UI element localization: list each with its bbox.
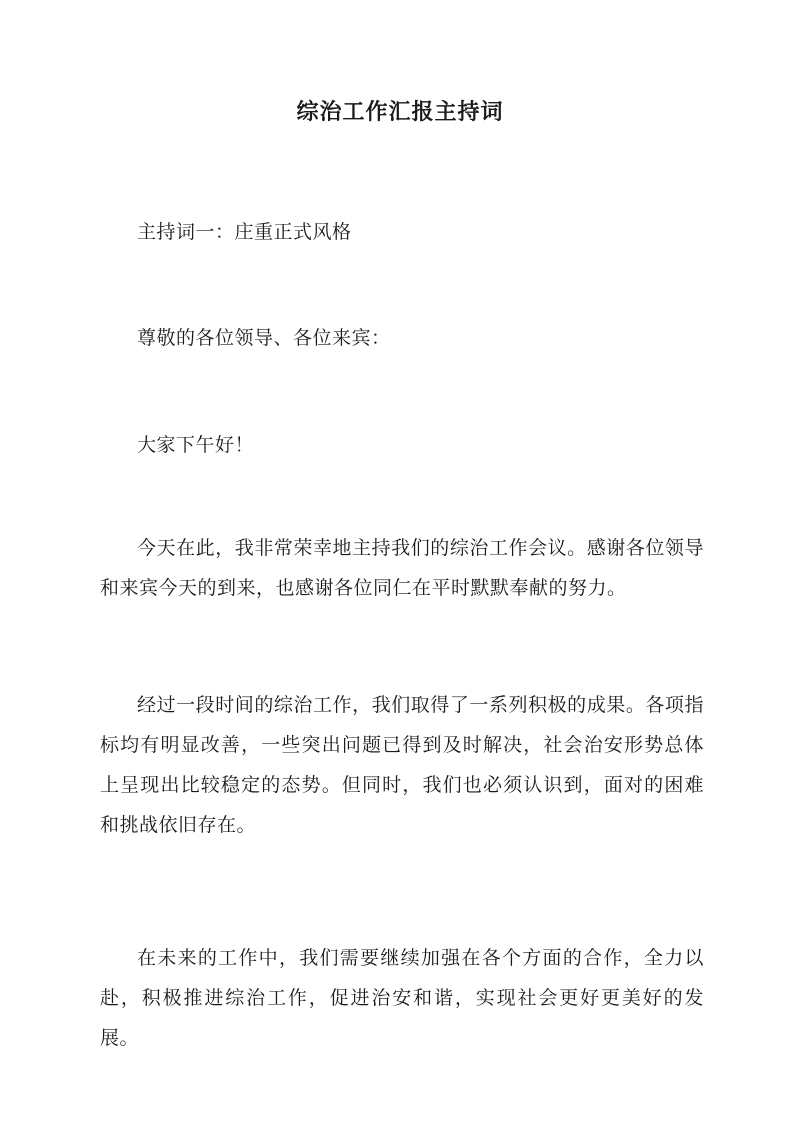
document-title: 综治工作汇报主持词 — [296, 99, 504, 125]
body-paragraph-1: 今天在此，我非常荣幸地主持我们的综治工作会议。感谢各位领导和来宾今天的到来，也感谢各位同仁在平时默默奉献的努力。 — [100, 537, 704, 599]
body-paragraph-3: 在未来的工作中，我们需要继续加强在各个方面的合作，全力以赴，积极推进综治工作，促进治安和谐，实现社会更好更美好的发展。 — [100, 947, 704, 1049]
host-script-subtitle: 主持词一：庄重正式风格 — [137, 221, 352, 243]
body-paragraph-2: 经过一段时间的综治工作，我们取得了一系列积极的成果。各项指标均有明显改善，一些突出问题已得到及时解决，社会治安形势总体上呈现出比较稳定的态势。但同时，我们也必须认识到，面对的困难和挑战依旧存在。 — [100, 694, 704, 836]
salutation-paragraph: 尊敬的各位领导、各位来宾： — [137, 327, 391, 349]
greeting-paragraph: 大家下午好！ — [137, 434, 255, 456]
